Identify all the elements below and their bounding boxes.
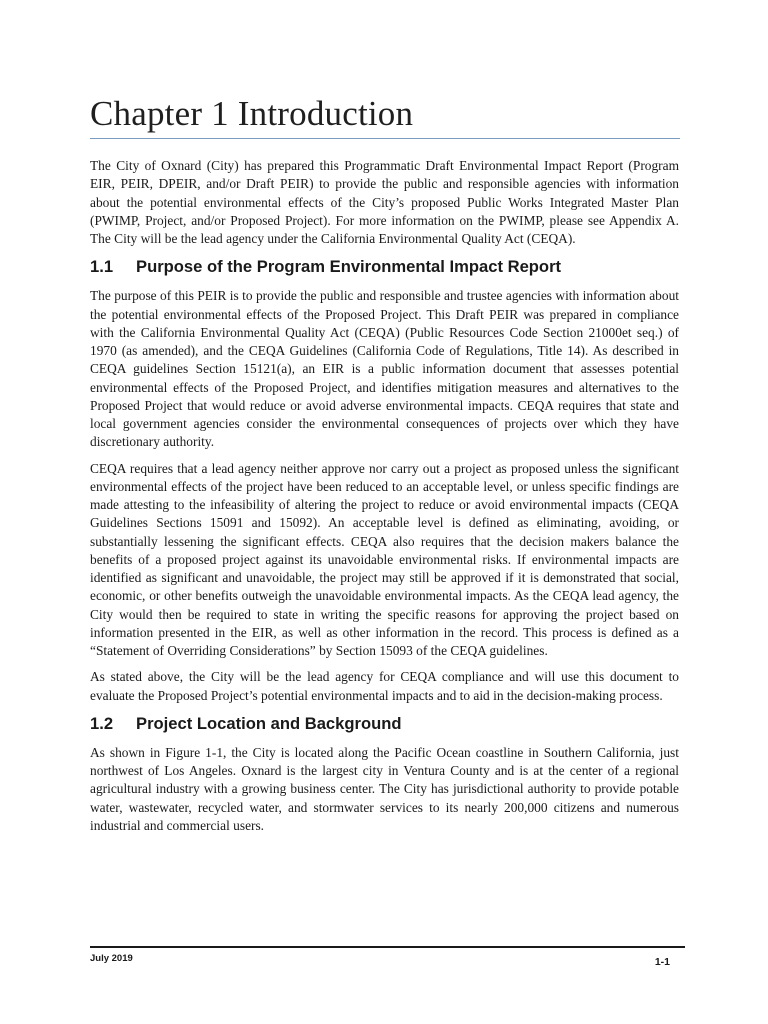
footer-date: July 2019 (90, 953, 133, 964)
section-heading-1-2 (90, 713, 679, 735)
chapter-title: Chapter 1 Introduction (90, 94, 414, 133)
section-number: 1.2 (90, 713, 114, 733)
section-1-1-paragraph-1: The purpose of this PEIR is to provide the public and responsible and trustee agencies with information about the potential environmental effects of the Proposed Project. This Draft PEIR was prepared in compliance with the California Environmental Quality Act (CEQA) (Public Resources Code Section 21000et seq.) of 1970 (as amended), and the CEQA Guidelines (California Code of Regulations, Title 14). As described in CEQA guidelines Section 15121(a), an EIR is a public information document that assesses potential environmental effects of the Proposed Project, and identifies mitigation measures and alternatives to the Proposed Project that would reduce or avoid adverse environmental impacts. CEQA requires that state and local government agencies consider the environmental consequences of projects over which they have discretionary authority. (90, 288, 679, 450)
section-number: 1.1 (90, 257, 114, 277)
section-1-1-paragraph-2: CEQA requires that a lead agency neither approve nor carry out a project as proposed unless the significant environmental effects of the project have been reduced to an acceptable level, or unless specific findings are made attesting to the infeasibility of altering the project to reduce or avoid environmental impacts (CEQA Guidelines Sections 15091 and 15092). An acceptable level is defined as eliminating, avoiding, or substantially lessening the significant effects. CEQA also requires that the decision makers balance the benefits of a proposed project against its unavoidable environmental risks. If environmental impacts are identified as significant and unavoidable, the project may still be approved if it is demonstrated that social, economic, or other benefits outweigh the unavoidable environmental impacts. As the CEQA lead agency, the City would then be required to state in writing the specific reasons for approving the project based on information presented in the EIR, as well as other information in the record. This process is defined as a “Statement of Overriding Considerations” by Section 15093 of the CEQA guidelines. (90, 460, 679, 658)
document-body (90, 157, 679, 843)
section-1-1-paragraph-3: As stated above, the City will be the lead agency for CEQA compliance and will use this document to evaluate the Proposed Project’s potential environmental impacts and to aid in the decision-making process. (90, 669, 679, 703)
section-title: Project Location and Background (136, 713, 402, 733)
intro-paragraph: The City of Oxnard (City) has prepared this Programmatic Draft Environmental Impact Report (Program EIR, PEIR, DPEIR, and/or Draft PEIR) to provide the public and responsible agencies with information about the potential environmental effects of the City’s proposed Public Works Integrated Master Plan (PWIMP, Project, and/or Proposed Project). For more information on the PWIMP, please see Appendix A. The City will be the lead agency under the California Environmental Quality Act (CEQA). (90, 158, 679, 246)
section-heading-1-1 (90, 256, 679, 278)
title-underline (90, 138, 680, 139)
footer-divider (90, 946, 685, 948)
section-1-2-paragraph-1: As shown in Figure 1-1, the City is located along the Pacific Ocean coastline in Southern California, just northwest of Los Angeles. Oxnard is the largest city in Ventura County and is at the center of a regional agricultural industry with a growing business center. The City has jurisdictional authority to provide potable water, wastewater, recycled water, and stormwater services to its nearly 200,000 citizens and numerous industrial and commercial users. (90, 744, 679, 833)
page-number: 1-1 (654, 956, 670, 968)
section-title: Purpose of the Program Environmental Impact Report (136, 257, 562, 277)
